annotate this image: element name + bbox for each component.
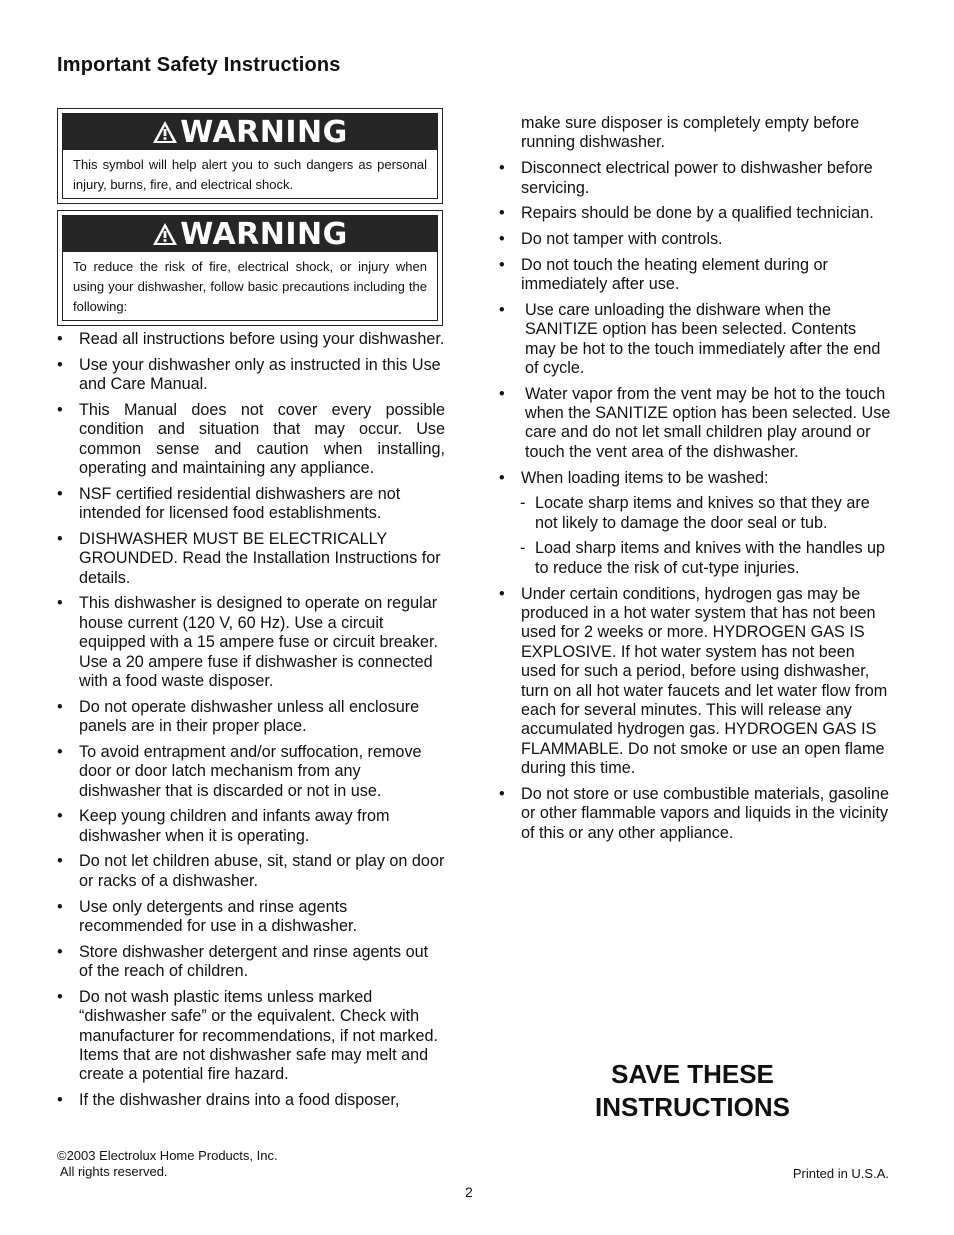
warning-label: WARNING [180,216,348,252]
list-item: • When loading items to be washed: [499,469,891,488]
list-item-continuation: make sure disposer is completely empty before running dishwasher. [521,114,860,152]
list-item: • Repairs should be done by a qualified technician. [499,204,891,223]
section-heading: Important Safety Instructions [57,54,341,76]
save-instructions-notice [560,1058,825,1124]
sub-list-item: - Locate sharp items and knives so that they are not likely to damage the door seal or tub. [499,494,891,533]
list-item: • Disconnect electrical power to dishwasher before servicing. [499,159,891,198]
list-item: • To avoid entrapment and/or suffocation, remove door or door latch mechanism from any dishwasher that is discarded or not in use. [57,743,445,801]
list-item: • Water vapor from the vent may be hot to the touch when the SANITIZE option has been selected. Use care and do not let small children play around or touch the vent area of the dishwasher. [499,385,891,463]
page-number: 2 [465,1184,473,1200]
warning-banner [63,114,437,150]
printed-in: Printed in U.S.A. [792,1166,889,1181]
list-item: • Do not tamper with controls. [499,230,891,249]
copyright-line-2: All rights reserved. [57,1163,168,1179]
list-item: • If the dishwasher drains into a food disposer, [57,1091,445,1110]
sub-list-item: - Load sharp items and knives with the handles up to reduce the risk of cut-type injuries. [499,539,891,578]
list-item: • Under certain conditions, hydrogen gas may be produced in a hot water system that has not been used for 2 weeks or more. HYDROGEN GAS IS EXPLOSIVE. If hot water system has not been used for such a period, before using dishwasher, turn on all hot water faucets and let water flow from each for several minutes. This will release any accumulated hydrogen gas. HYDROGEN GAS IS FLAMMABLE. Do not smoke or use an open flame during this time. [499,585,891,779]
warning-box-symbol [57,108,443,204]
list-item: • DISHWASHER MUST BE ELECTRICALLY GROUNDED. Read the Installation Instructions for details. [57,530,445,588]
list-item: • Store dishwasher detergent and rinse agents out of the reach of children. [57,943,445,982]
list-item: • Use your dishwasher only as instructed in this Use and Care Manual. [57,356,445,395]
list-item: • Do not store or use combustible materials, gasoline or other flammable vapors and liquids in the vicinity of this or any other appliance. [499,785,891,843]
warning-box-precautions [57,210,443,326]
warning-label: WARNING [180,114,348,150]
warning-banner [63,216,437,252]
copyright-line-1: ©2003 Electrolux Home Products, Inc. [57,1148,278,1163]
list-item: • Do not wash plastic items unless marked “dishwasher safe” or the equivalent. Check with manufacturer for recommendations, if not marked. Items that are not dishwasher safe may melt and create a potential fire hazard. [57,988,445,1085]
list-item: • This Manual does not cover every possible condition and situation that may occur. Use common sense and caution when installing, operating and maintaining any appliance. [57,401,445,479]
list-item: • Do not let children abuse, sit, stand or play on door or racks of a dishwasher. [57,852,445,891]
warning-text: This symbol will help alert you to such dangers as personal injury, burns, fire, and electrical shock. [73,157,427,192]
copyright [57,1148,278,1179]
save-line-2: INSTRUCTIONS [595,1092,790,1122]
save-line-1: SAVE THESE [611,1059,774,1089]
list-item: • Do not touch the heating element during or immediately after use. [499,256,891,295]
list-item: • This dishwasher is designed to operate on regular house current (120 V, 60 Hz). Use a circuit equipped with a 15 ampere fuse or circuit breaker. Use a 20 ampere fuse if dishwasher is connected with a food waste disposer. [57,594,445,691]
right-instruction-list [499,114,891,849]
list-item: • Do not operate dishwasher unless all enclosure panels are in their proper place. [57,698,445,737]
warning-box-inner [62,113,438,199]
warning-triangle-icon [152,222,178,246]
list-item: • NSF certified residential dishwashers are not intended for licensed food establishments. [57,485,445,524]
list-item: • Read all instructions before using your dishwasher. [57,330,445,349]
list-item: • Use care unloading the dishware when the SANITIZE option has been selected. Contents may be hot to the touch immediately after the end of cycle. [499,301,891,379]
warning-text: To reduce the risk of fire, electrical shock, or injury when using your dishwasher, follow basic precautions including the following: [73,259,427,314]
warning-box-inner [62,215,438,321]
left-instruction-list [57,330,445,1117]
list-item: • Use only detergents and rinse agents recommended for use in a dishwasher. [57,898,445,937]
warning-triangle-icon [152,120,178,144]
list-item: • Keep young children and infants away from dishwasher when it is operating. [57,807,445,846]
